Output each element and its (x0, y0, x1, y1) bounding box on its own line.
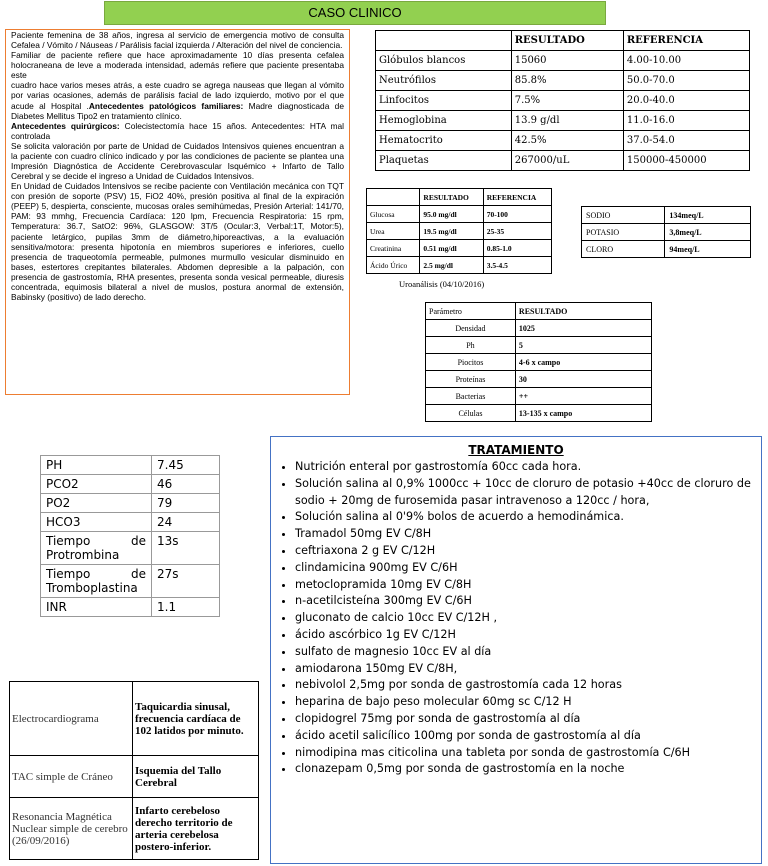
table-cell: 3.5-4.5 (483, 257, 551, 274)
table-cell: 79 (152, 494, 220, 513)
table-cell: 95.0 mg/dl (420, 206, 483, 223)
table-cell: Tiempo de Protrombina (41, 532, 152, 565)
table-header (376, 31, 512, 51)
table-row (41, 598, 220, 617)
list-item: • Solución salina al 0'9% bolos de acuerdo a hemodinámica. (295, 509, 753, 526)
table-cell: 4-6 x campo (515, 354, 651, 371)
table-cell: 50.0-70.0 (623, 71, 749, 91)
table-row (41, 494, 220, 513)
table-row (582, 224, 751, 241)
table-row (10, 756, 259, 798)
table-cell: 150000-450000 (623, 151, 749, 171)
imaging-table (9, 681, 259, 860)
table-cell: Creatinina (367, 240, 420, 257)
table-cell: Ph (426, 337, 516, 354)
urinalysis-table (425, 302, 652, 422)
table-header: REFERENCIA (623, 31, 749, 51)
list-item: • sulfato de magnesio 10cc EV al día (295, 644, 753, 661)
table-cell: 94meq/L (665, 241, 751, 258)
case-text: Colecistectomía hace 15 años. Antecedentes: HTA mal controlada (11, 120, 345, 141)
treatment-box (270, 436, 762, 864)
table-header: Parámetro (426, 303, 516, 320)
table-cell: PCO2 (41, 475, 152, 494)
table-cell: 85.8% (511, 71, 623, 91)
table-header-row (367, 189, 552, 206)
treatment-list (279, 459, 753, 778)
table-cell: 0.51 mg/dl (420, 240, 483, 257)
table-header-row (426, 303, 652, 320)
table-row (376, 91, 750, 111)
table-cell: TAC simple de Cráneo (10, 756, 133, 798)
table-row (367, 206, 552, 223)
case-paragraph: En Unidad de Cuidados Intensivos se recibe paciente con Ventilación mecánica con TQT con presión de soporte (PSV) 15, FiO2 40%, presión positiva al final de la expiración (PEEP) 5, despierta, consciente, mucosas orales semihúmedas, Presión Arterial: 141/70, PAM: 93 mmhg, Frecuencia Cardíaca: 120 lpm, Frecuencia Respiratoria: 15 rpm, Temperatura: 36.7, SatO2: 96%, GLASGOW: 3T/5 (Ocular:3, Verbal:1T, Motor:5), paciente letárgico, pupilas 3mm de diámetro,hiporeactivas, a la evaluación sensitiva/motora: presenta hipotonía en miembros superiores e inferiores, cuello presencia de traqueotomía permeable, pulmones murmullo vesicular disminuido en bases, estertores crepitantes bilaterales. Abdomen depresible a la palpación, con presencia de gastrostomía, RHA presentes, presenta sonda vesical permeable, diuresis concentrada, equimosis bilateral a nivel de muslos, postura anormal de extensión, Babinsky (positivo) de lado derecho. (11, 181, 344, 303)
table-cell: ++ (515, 388, 651, 405)
table-cell: 3,8meq/L (665, 224, 751, 241)
list-item: • clindamicina 900mg EV C/6H (295, 560, 753, 577)
table-cell: 30 (515, 371, 651, 388)
table-cell: Proteínas (426, 371, 516, 388)
list-item: • nebivolol 2,5mg por sonda de gastrostomía cada 12 horas (295, 677, 753, 694)
table-cell: 37.0-54.0 (623, 131, 749, 151)
list-item: • clopidogrel 75mg por sonda de gastrostomía al día (295, 711, 753, 728)
table-cell: Hemoglobina (376, 111, 512, 131)
list-item: • ácido acetil salicílico 100mg por sonda de gastrostomía al día (295, 728, 753, 745)
table-cell: Neutrófilos (376, 71, 512, 91)
table-row (582, 207, 751, 224)
table-cell: Glucosa (367, 206, 420, 223)
case-description (5, 29, 350, 395)
table-cell: 15060 (511, 51, 623, 71)
table-cell: Tiempo de Tromboplastina (41, 565, 152, 598)
table-row (41, 475, 220, 494)
table-cell: 11.0-16.0 (623, 111, 749, 131)
case-paragraph: Paciente femenina de 38 años, ingresa al servicio de emergencia motivo de consulta Cefalea / Vómito / Náuseas / Parálisis facial izquierda / Alteración del nivel de conciencia. (11, 30, 344, 51)
table-cell: Electrocardiograma (10, 682, 133, 756)
table-cell: 1025 (515, 320, 651, 337)
table-cell: Células (426, 405, 516, 422)
table-row (376, 151, 750, 171)
case-text: cuadro hace varios meses atrás, a este cuadro se agrega nauseas que llegan al vómito por varias ocasiones, además de parálisis facial de lado izquierdo, motivo por el que acude al Hospital . (11, 80, 344, 111)
blood-gas-table (40, 455, 220, 617)
table-cell: 4.00-10.00 (623, 51, 749, 71)
list-item: • n-acetilcisteína 300mg EV C/6H (295, 593, 753, 610)
table-cell: 7.45 (152, 456, 220, 475)
table-row (367, 257, 552, 274)
table-row (376, 131, 750, 151)
table-cell: Ácido Úrico (367, 257, 420, 274)
list-item: • Tramadol 50mg EV C/8H (295, 526, 753, 543)
table-cell: HCO3 (41, 513, 152, 532)
table-row (376, 71, 750, 91)
table-cell: SODIO (582, 207, 665, 224)
table-cell: 5 (515, 337, 651, 354)
table-cell: PH (41, 456, 152, 475)
table-row (41, 513, 220, 532)
chemistry-table (366, 188, 552, 274)
table-row (367, 223, 552, 240)
family-history-heading: Antecedentes patológicos familiares: (88, 100, 244, 111)
table-cell: 42.5% (511, 131, 623, 151)
urinalysis-title: Uroanálisis (04/10/2016) (399, 279, 485, 289)
table-row (376, 51, 750, 71)
case-paragraph: Familiar de paciente refiere que hace aproximadamente 10 días presenta cefalea holocraneana de leve a moderada intensidad, además refiere que paciente presentaba este (11, 50, 344, 81)
case-paragraph (11, 80, 344, 120)
table-cell: 70-100 (483, 206, 551, 223)
table-cell: 46 (152, 475, 220, 494)
table-header: RESULTADO (420, 189, 483, 206)
table-cell: Densidad (426, 320, 516, 337)
table-cell: 1.1 (152, 598, 220, 617)
table-cell: Plaquetas (376, 151, 512, 171)
table-cell: Isquemia del Tallo Cerebral (133, 756, 259, 798)
table-cell: Taquicardia sinusal, frecuencia cardíaca de 102 latidos por minuto. (133, 682, 259, 756)
table-row (426, 371, 652, 388)
table-cell: 13.9 g/dl (511, 111, 623, 131)
table-row (41, 456, 220, 475)
table-row (426, 337, 652, 354)
list-item: • ceftriaxona 2 g EV C/12H (295, 543, 753, 560)
list-item: • amiodarona 150mg EV C/8H, (295, 661, 753, 678)
table-cell: Urea (367, 223, 420, 240)
table-row (41, 565, 220, 598)
table-cell: Hematocrito (376, 131, 512, 151)
table-header-row (376, 31, 750, 51)
table-header: REFERENCIA (483, 189, 551, 206)
table-cell: 0.85-1.0 (483, 240, 551, 257)
case-paragraph: Se solicita valoración por parte de Unidad de Cuidados Intensivos quienes encuentran a la paciente con cuadro clínico indicado y por las condiciones de paciente se plantea una Impresión Diagnóstica de Accidente Cerebrovascular Isquémico + Infarto de Tallo Cerebral y se decide el ingreso a Unidad de Cuidados Intensivos. (11, 140, 344, 182)
list-item: • clonazepam 0,5mg por sonda de gastrostomía en la noche (295, 761, 753, 778)
table-row (426, 405, 652, 422)
table-cell: Infarto cerebeloso derecho territorio de arteria cerebelosa postero-inferior. (133, 798, 259, 860)
list-item: • Solución salina al 0,9% 1000cc + 10cc de cloruro de potasio +40cc de cloruro de sodio + 20mg de furosemida pasar intravenoso a 120cc / hora, (295, 476, 753, 510)
table-row (426, 388, 652, 405)
case-paragraph (11, 121, 344, 141)
electrolytes-table (581, 206, 751, 258)
table-row (367, 240, 552, 257)
table-row (10, 798, 259, 860)
table-cell: POTASIO (582, 224, 665, 241)
table-cell: PO2 (41, 494, 152, 513)
table-header (367, 189, 420, 206)
table-cell: 25-35 (483, 223, 551, 240)
treatment-title: TRATAMIENTO (468, 443, 564, 457)
table-header: RESULTADO (511, 31, 623, 51)
blood-count-table (375, 30, 750, 171)
table-row (41, 532, 220, 565)
table-cell: Bacterias (426, 388, 516, 405)
table-row (426, 354, 652, 371)
case-text: Madre diagnosticada de Diabetes Mellitus Tipo2 en tratamiento clínico. (11, 100, 344, 121)
table-header: RESULTADO (515, 303, 651, 320)
table-row (376, 111, 750, 131)
table-row (426, 320, 652, 337)
table-cell: 13-135 x campo (515, 405, 651, 422)
table-cell: 20.0-40.0 (623, 91, 749, 111)
table-cell: Piocitos (426, 354, 516, 371)
table-cell: 267000/uL (511, 151, 623, 171)
table-row (10, 682, 259, 756)
table-cell: 134meq/L (665, 207, 751, 224)
list-item: • ácido ascórbico 1g EV C/12H (295, 627, 753, 644)
table-cell: 13s (152, 532, 220, 565)
table-cell: INR (41, 598, 152, 617)
table-cell: 19.5 mg/dl (420, 223, 483, 240)
list-item: • metoclopramida 10mg EV C/8H (295, 577, 753, 594)
table-cell: 27s (152, 565, 220, 598)
table-cell: Linfocitos (376, 91, 512, 111)
table-cell: Glóbulos blancos (376, 51, 512, 71)
list-item: • Nutrición enteral por gastrostomía 60cc cada hora. (295, 459, 753, 476)
list-item: • gluconato de calcio 10cc EV C/12H , (295, 610, 753, 627)
table-cell: 24 (152, 513, 220, 532)
table-cell: 2.5 mg/dl (420, 257, 483, 274)
page-title: CASO CLINICO (104, 1, 606, 25)
table-cell: CLORO (582, 241, 665, 258)
table-row (582, 241, 751, 258)
surgical-history-heading: Antecedentes quirúrgicos: (11, 120, 120, 131)
table-cell: Resonancia Magnética Nuclear simple de cerebro (26/09/2016) (10, 798, 133, 860)
list-item: • nimodipina mas citicolina una tableta por sonda de gastrostomía C/6H (295, 745, 753, 762)
list-item: • heparina de bajo peso molecular 60mg sc C/12 H (295, 694, 753, 711)
table-cell: 7.5% (511, 91, 623, 111)
